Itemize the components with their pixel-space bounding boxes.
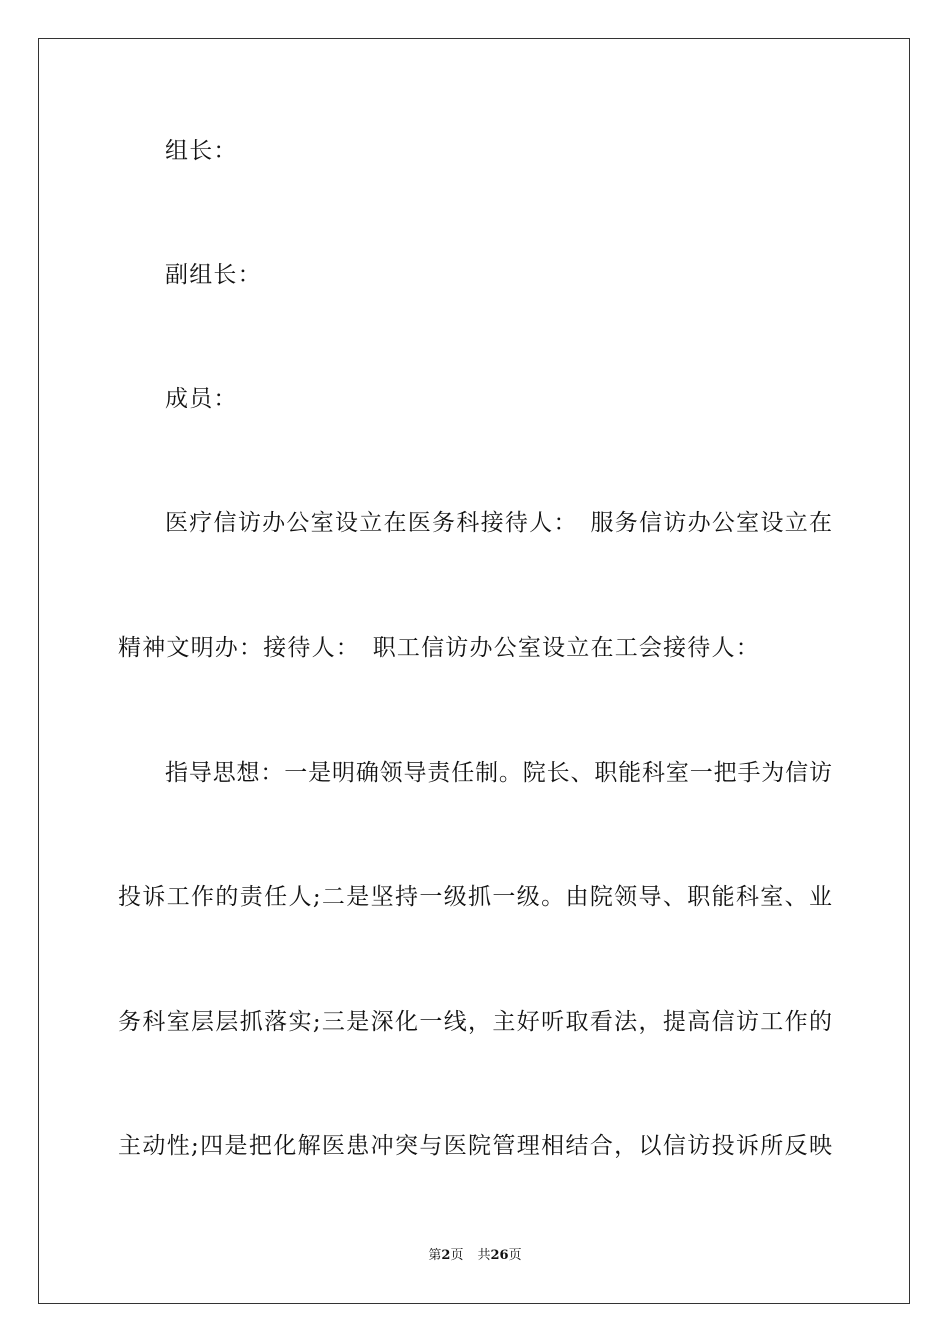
page-border [38, 38, 910, 1304]
footer-page-prefix: 第 [428, 1248, 442, 1263]
footer-total-unit: 页 [508, 1248, 522, 1263]
text-line-members: 成员： [165, 386, 238, 412]
text-line-civilization-office: 精神文明办：接待人： 职工信访办公室设立在工会接待人： [118, 635, 760, 661]
text-line-deputy-leader: 副组长： [165, 262, 262, 288]
text-line-implementation: 务科室层层抓落实;三是深化一线，主好听取看法，提高信访工作的 [118, 1009, 832, 1035]
footer-page-unit: 页 [450, 1248, 464, 1263]
text-line-initiative: 主动性;四是把化解医患冲突与医院管理相结合，以信访投诉所反映 [118, 1133, 832, 1159]
text-line-medical-office: 医疗信访办公室设立在医务科接待人： 服务信访办公室设立在 [165, 510, 832, 536]
footer-total-pages: 26 [490, 1248, 509, 1263]
footer-total-prefix: 共 [477, 1248, 491, 1263]
text-line-responsibility: 投诉工作的责任人;二是坚持一级抓一级。由院领导、职能科室、业 [118, 884, 832, 910]
page-footer [0, 1247, 950, 1265]
text-line-team-leader: 组长： [165, 138, 238, 164]
text-line-guiding-idea: 指导思想：一是明确领导责任制。院长、职能科室一把手为信访 [165, 760, 832, 786]
footer-page-number: 2 [441, 1248, 451, 1263]
